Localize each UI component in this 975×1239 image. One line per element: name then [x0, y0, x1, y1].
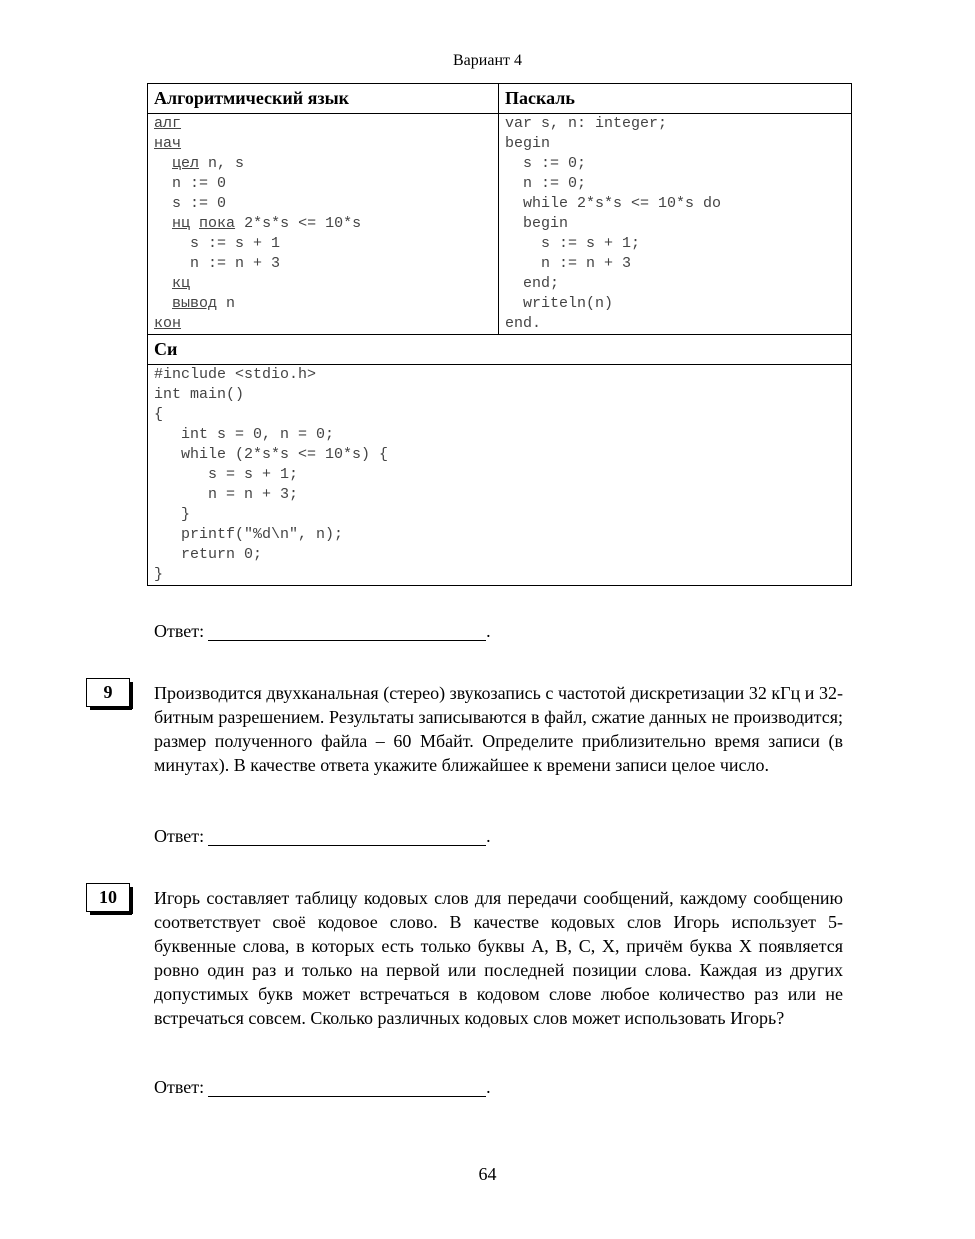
pascal-line: while 2*s*s <= 10*s do: [505, 195, 722, 212]
answer-field-q8: [154, 621, 491, 642]
c-line: int s = 0, n = 0;: [154, 426, 335, 443]
alg-line: кон: [154, 315, 182, 332]
alg-line: кц: [172, 275, 191, 292]
answer-field-q10: [154, 1077, 491, 1098]
alg-line: алг: [154, 115, 182, 132]
pascal-header: Паскаль: [499, 84, 852, 114]
c-line: }: [154, 566, 164, 583]
pascal-line: var s, n: integer;: [505, 115, 668, 132]
pascal-line: s := 0;: [505, 155, 587, 172]
pascal-line: n := n + 3: [505, 255, 632, 272]
alg-header: Алгоритмический язык: [148, 84, 499, 114]
c-line: }: [154, 506, 191, 523]
pascal-line: begin: [505, 135, 551, 152]
pascal-line: writeln(n): [505, 295, 614, 312]
c-code: [148, 365, 852, 586]
answer-end: .: [486, 1077, 491, 1097]
c-line: return 0;: [154, 546, 263, 563]
pascal-line: n := 0;: [505, 175, 587, 192]
alg-line: цел n, s: [172, 155, 245, 172]
answer-line[interactable]: [208, 622, 486, 641]
answer-label: Ответ:: [154, 1077, 205, 1097]
answer-field-q9: [154, 826, 491, 847]
answer-end: .: [486, 826, 491, 846]
answer-end: .: [486, 621, 491, 641]
pascal-line: s := s + 1;: [505, 235, 641, 252]
alg-code: [148, 114, 499, 335]
alg-line: s := 0: [172, 195, 227, 212]
pascal-code: [499, 114, 852, 335]
c-line: #include <stdio.h>: [154, 366, 317, 383]
alg-line: s := s + 1: [190, 235, 281, 252]
alg-line: n := n + 3: [190, 255, 281, 272]
answer-line[interactable]: [208, 1078, 486, 1097]
c-line: while (2*s*s <= 10*s) {: [154, 446, 389, 463]
answer-line[interactable]: [208, 827, 486, 846]
pascal-line: end.: [505, 315, 542, 332]
alg-line: нц пока 2*s*s <= 10*s: [172, 215, 362, 232]
c-line: {: [154, 406, 164, 423]
variant-title: Вариант 4: [453, 52, 522, 69]
c-line: printf("%d\n", n);: [154, 526, 344, 543]
alg-line: вывод n: [172, 295, 236, 312]
answer-label: Ответ:: [154, 621, 205, 641]
page-number: 64: [478, 1164, 497, 1184]
alg-line: нач: [154, 135, 182, 152]
pascal-line: begin: [505, 215, 569, 232]
c-header: Си: [148, 335, 852, 365]
code-table: [147, 83, 852, 586]
pascal-line: end;: [505, 275, 560, 292]
c-line: int main(): [154, 386, 245, 403]
c-line: n = n + 3;: [154, 486, 299, 503]
c-line: s = s + 1;: [154, 466, 299, 483]
question-number-9: 9: [86, 678, 130, 707]
answer-label: Ответ:: [154, 826, 205, 846]
question-text-9: Производится двухканальная (стерео) звукозапись с частотой дискретизации 32 кГц и 32-битным разрешением. Результаты записываются в файл, сжатие данных не производится; размер полученного файла – 60 Мбайт. Определите приблизительно время записи (в минутах). В качестве ответа укажите ближайшее к времени записи целое число.: [154, 683, 843, 775]
question-number-10: 10: [86, 883, 130, 912]
alg-line: n := 0: [172, 175, 227, 192]
question-text-10: Игорь составляет таблицу кодовых слов для передачи сообщений, каждому сообщению соответствует своё кодовое слово. В качестве кодовых слов Игорь использует 5-буквенные слова, в которых есть только буквы A, B, C, X, причём буква X появляется ровно один раз и только на первой или последней позиции слова. Каждая из других допустимых букв может встречаться в кодовом слове любое количество раз или не встречаться совсем. Сколько различных кодовых слов может использовать Игорь?: [154, 888, 843, 1028]
